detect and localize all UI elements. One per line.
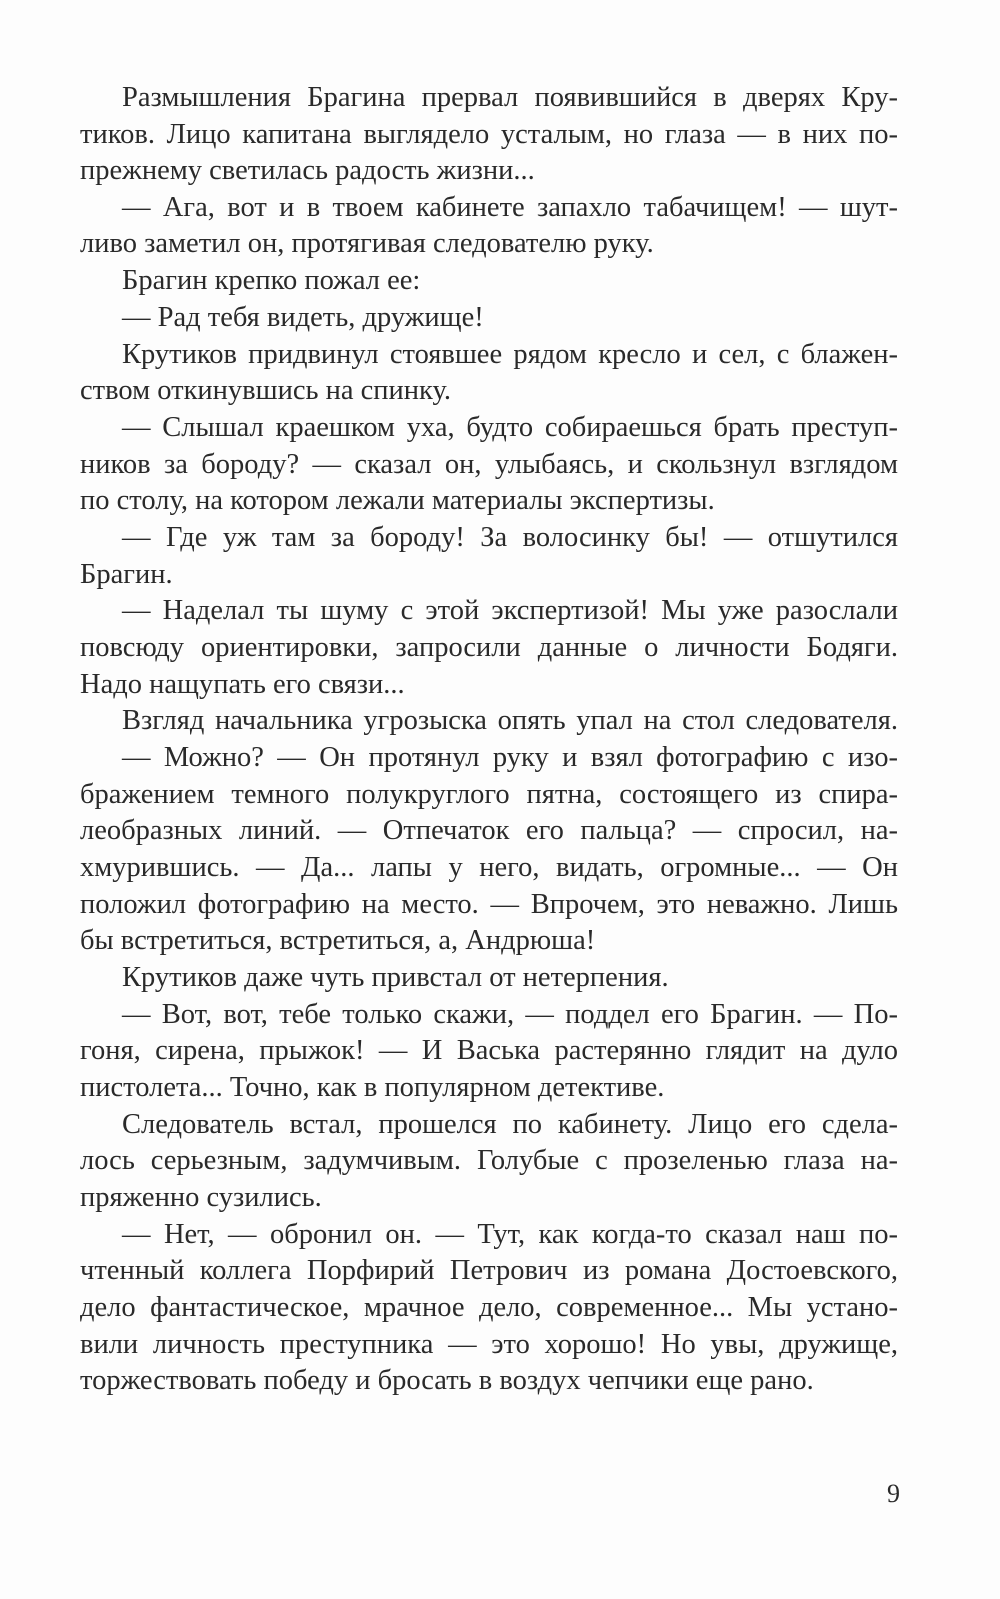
text-line: — Нет, — обронил он. — Тут, как когда-то сказал наш по- <box>122 1219 898 1250</box>
text-line: ников за бороду? — сказал он, улыбаясь, и скользнул взглядом <box>80 449 898 480</box>
text-line: повсюду ориентировки, запросили данные о личности Бодяги. <box>80 632 898 663</box>
text-line: Крутиков даже чуть привстал от нетерпения. <box>122 962 669 993</box>
page-number: 9 <box>887 1479 900 1508</box>
text-line: тиков. Лицо капитана выглядело усталым, но глаза — в них по- <box>80 119 898 150</box>
text-line: — Можно? — Он протянул руку и взял фотографию с изо- <box>122 742 898 773</box>
text-line: Брагин крепко пожал ее: <box>122 265 421 296</box>
text-line: Следователь встал, прошелся по кабинету. Лицо его сдела- <box>122 1109 898 1140</box>
text-line: — Рад тебя видеть, дружище! <box>122 302 484 333</box>
text-line: Надо нащупать его связи... <box>80 669 405 700</box>
text-line: Брагин. <box>80 559 173 590</box>
text-line: хмурившись. — Да... лапы у него, видать, огромные... — Он <box>80 852 898 883</box>
text-line: торжествовать победу и бросать в воздух чепчики еще рано. <box>80 1365 814 1396</box>
text-line: чтенный коллега Порфирий Петрович из романа Достоевского, <box>80 1255 898 1286</box>
text-line: лось серьезным, задумчивым. Голубые с прозеленью глаза на- <box>80 1145 898 1176</box>
text-line: Крутиков придвинул стоявшее рядом кресло и сел, с блажен- <box>122 339 898 370</box>
text-line: — Наделал ты шуму с этой экспертизой! Мы уже разослали <box>122 595 898 626</box>
text-line: прежнему светилась радость жизни... <box>80 155 535 186</box>
text-line: пряженно сузились. <box>80 1182 322 1213</box>
text-line: гоня, сирена, прыжок! — И Васька растерянно глядит на дуло <box>80 1035 898 1066</box>
text-line: Взгляд начальника угрозыска опять упал на стол следователя. <box>122 705 898 736</box>
text-line: ливо заметил он, протягивая следователю руку. <box>80 228 654 259</box>
text-line: — Где уж там за бороду! За волосинку бы! — отшутился <box>122 522 898 553</box>
text-line: — Ага, вот и в твоем кабинете запахло табачищем! — шут- <box>122 192 898 223</box>
text-line: пистолета... Точно, как в популярном детективе. <box>80 1072 665 1103</box>
text-line: леобразных линий. — Отпечаток его пальца? — спросил, на- <box>80 815 898 846</box>
text-line: вили личность преступника — это хорошо! Но увы, дружище, <box>80 1329 898 1360</box>
text-line: Размышления Брагина прервал появившийся в дверях Кру- <box>122 82 898 113</box>
text-line: бражением темного полукруглого пятна, состоящего из спира- <box>80 779 898 810</box>
text-line: — Слышал краешком уха, будто собираешься брать преступ- <box>122 412 898 443</box>
text-line: положил фотографию на место. — Впрочем, это неважно. Лишь <box>80 889 898 920</box>
text-line: ством откинувшись на спинку. <box>80 375 451 406</box>
text-line: — Вот, вот, тебе только скажи, — поддел его Брагин. — По- <box>122 999 898 1030</box>
text-line: дело фантастическое, мрачное дело, современное... Мы устано- <box>80 1292 898 1323</box>
text-line: по столу, на котором лежали материалы экспертизы. <box>80 485 715 516</box>
text-line: бы встретиться, встретиться, а, Андрюша! <box>80 925 596 956</box>
